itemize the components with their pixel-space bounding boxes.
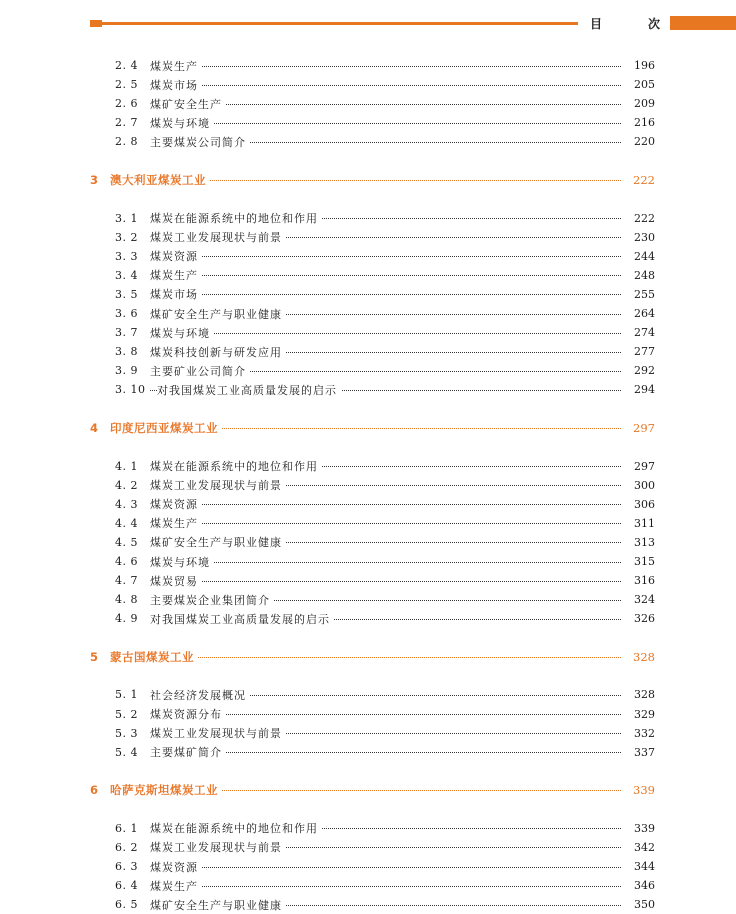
toc-entry-number: 3. 10 (115, 383, 146, 397)
header-accent-square (90, 20, 102, 27)
toc-section-entry[interactable] (0, 132, 736, 151)
toc-section-entry[interactable] (0, 323, 736, 342)
toc-entry-page: 264 (621, 307, 655, 320)
toc-entry-number: 6 (90, 783, 99, 798)
page-title-right: 次 (647, 17, 660, 31)
toc-entry-page: 350 (621, 898, 655, 911)
toc-entry-title: 煤炭与环境 (150, 325, 214, 341)
toc-entry-number: 3. 4 (115, 268, 138, 282)
toc-section-entry[interactable] (0, 876, 736, 895)
toc-entry-number: 3. 7 (115, 326, 138, 340)
toc-entry-title: 煤炭在能源系统中的地位和作用 (150, 210, 322, 226)
toc-entry-number: 4. 7 (115, 574, 138, 588)
dot-leader (150, 294, 635, 295)
toc-entry-title: 主要煤炭企业集团简介 (150, 592, 274, 608)
toc-section-entry[interactable] (0, 266, 736, 285)
dot-leader (150, 333, 635, 334)
toc-entry-title: 煤矿安全生产 (150, 96, 226, 112)
toc-entry-page: 339 (621, 783, 655, 797)
dot-leader (150, 562, 635, 563)
dot-leader (150, 275, 635, 276)
toc-entry-number: 3. 9 (115, 364, 138, 378)
toc-entry-number: 5. 4 (115, 745, 138, 759)
toc-entry-number: 3. 8 (115, 345, 138, 359)
toc-entry-page: 205 (621, 78, 655, 91)
toc-section-entry[interactable] (0, 457, 736, 476)
toc-entry-number: 3. 1 (115, 211, 138, 225)
toc-entry-title: 煤炭资源 (150, 496, 202, 512)
toc-entry-title: 煤炭工业发展现状与前景 (150, 725, 286, 741)
toc-entry-page: 294 (621, 383, 655, 396)
toc-entry-number: 3. 2 (115, 230, 138, 244)
toc-entry-title: 社会经济发展概况 (150, 687, 250, 703)
toc-entry-page: 248 (621, 269, 655, 282)
dot-leader (150, 85, 635, 86)
toc-entry-page: 313 (621, 536, 655, 549)
toc-section-entry[interactable] (0, 743, 736, 762)
toc-entry-title: 印度尼西亚煤炭工业 (110, 420, 222, 436)
toc-section-entry[interactable] (0, 590, 736, 609)
toc-entry-title: 煤炭生产 (150, 878, 202, 894)
toc-entry-title: 煤炭资源 (150, 248, 202, 264)
toc-section-entry[interactable] (0, 571, 736, 590)
toc-entry-number: 5. 2 (115, 707, 138, 721)
toc-section-entry[interactable] (0, 380, 736, 399)
toc-entry-title: 主要矿业公司简介 (150, 363, 250, 379)
toc-section-entry[interactable] (0, 895, 736, 914)
toc-entry-page: 216 (621, 116, 655, 129)
toc-entry-number: 4. 5 (115, 535, 138, 549)
toc-entry-title: 煤炭与环境 (150, 115, 214, 131)
toc-entry-page: 297 (621, 460, 655, 473)
toc-entry-title: 煤炭工业发展现状与前景 (150, 229, 286, 245)
toc-entry-number: 6. 5 (115, 898, 138, 912)
toc-section-entry[interactable] (0, 685, 736, 704)
toc-entry-number: 6. 1 (115, 821, 138, 835)
toc-entry-number: 4. 8 (115, 593, 138, 607)
toc-entry-number: 3. 6 (115, 307, 138, 320)
toc-section-entry[interactable] (0, 533, 736, 552)
toc-section-entry[interactable] (0, 819, 736, 838)
toc-entry-number: 3. 5 (115, 287, 138, 301)
toc-entry-page: 209 (621, 97, 655, 110)
toc-entry-title: 澳大利亚煤炭工业 (110, 172, 210, 188)
toc-entry-page: 339 (621, 822, 655, 835)
toc-entry-number: 4. 4 (115, 516, 138, 530)
toc-entry-number: 4. 6 (115, 555, 138, 568)
toc-entry-number: 4 (90, 421, 99, 435)
toc-section-entry[interactable] (0, 361, 736, 380)
dot-leader (150, 256, 635, 257)
toc-entry-title: 煤炭贸易 (150, 573, 202, 589)
dot-leader (150, 523, 635, 524)
toc-entry-number: 2. 8 (115, 135, 138, 149)
toc-section-entry[interactable] (0, 94, 736, 113)
dot-leader (150, 867, 635, 868)
page-title-left: 目 (590, 17, 603, 31)
toc-entry-title: 蒙古国煤炭工业 (110, 649, 198, 665)
toc-entry-page: 326 (621, 612, 655, 625)
toc-entry-number: 5. 3 (115, 726, 138, 740)
toc-entry-page: 196 (621, 59, 655, 72)
toc-entry-page: 222 (621, 173, 655, 187)
toc-entry-page: 315 (621, 555, 655, 568)
toc-entry-page: 342 (621, 841, 655, 854)
toc-entry-page: 316 (621, 574, 655, 587)
toc-section-entry[interactable] (0, 495, 736, 514)
dot-leader (150, 66, 635, 67)
toc-entry-page: 324 (621, 593, 655, 606)
toc-section-entry[interactable] (0, 705, 736, 724)
toc-chapter-entry[interactable] (0, 171, 736, 190)
toc-section-entry[interactable] (0, 285, 736, 304)
toc-section-entry[interactable] (0, 476, 736, 495)
toc-entry-page: 274 (621, 326, 655, 339)
toc-entry-number: 3 (90, 173, 99, 187)
toc-entry-page: 328 (621, 688, 655, 701)
toc-section-entry[interactable] (0, 228, 736, 247)
toc-entry-number: 2. 4 (115, 59, 138, 72)
toc-section-entry[interactable] (0, 514, 736, 533)
toc-entry-number: 6. 3 (115, 860, 138, 873)
page-title (590, 15, 660, 35)
toc-entry-page: 332 (621, 727, 655, 740)
toc-section-entry[interactable] (0, 838, 736, 857)
toc-entry-number: 2. 6 (115, 97, 138, 111)
toc-entry-title: 主要煤炭公司简介 (150, 134, 250, 150)
dot-leader (150, 886, 635, 887)
toc-entry-title: 哈萨克斯坦煤炭工业 (110, 782, 222, 798)
header-rule (102, 22, 578, 25)
toc-entry-title: 煤炭在能源系统中的地位和作用 (150, 820, 322, 836)
toc-entry-number: 4. 2 (115, 478, 138, 492)
dot-leader (150, 504, 635, 505)
toc-section-entry[interactable] (0, 75, 736, 94)
toc-entry-page: 346 (621, 879, 655, 892)
toc-entry-title: 煤炭生产 (150, 267, 202, 283)
toc-entry-number: 6. 4 (115, 879, 138, 893)
toc-entry-title: 煤炭科技创新与研发应用 (150, 344, 286, 360)
toc-entry-title: 煤炭市场 (150, 77, 202, 93)
toc-entry-number: 5. 1 (115, 688, 138, 702)
toc-chapter-entry[interactable] (0, 781, 736, 800)
toc-entry-page: 328 (621, 650, 655, 664)
toc-entry-page: 244 (621, 250, 655, 263)
toc-section-entry[interactable] (0, 113, 736, 132)
toc-entry-number: 4. 3 (115, 497, 138, 511)
toc-entry-title: 煤炭生产 (150, 515, 202, 531)
toc-entry-page: 311 (621, 517, 655, 530)
toc-section-entry[interactable] (0, 724, 736, 743)
toc-entry-page: 297 (621, 421, 655, 435)
toc-entry-number: 2. 7 (115, 116, 138, 130)
toc-section-entry[interactable] (0, 609, 736, 628)
toc-entry-title: 对我国煤炭工业高质量发展的启示 (150, 611, 334, 627)
dot-leader (150, 123, 635, 124)
toc-entry-page: 329 (621, 708, 655, 721)
toc-entry-page: 277 (621, 345, 655, 358)
toc-entry-title: 煤炭生产 (150, 58, 202, 74)
toc-entry-title: 煤炭与环境 (150, 554, 214, 570)
toc-entry-title: 对我国煤炭工业高质量发展的启示 (157, 382, 341, 398)
toc-entry-page: 222 (621, 212, 655, 225)
dot-leader (150, 581, 635, 582)
toc-section-entry[interactable] (0, 342, 736, 361)
toc-entry-number: 6. 2 (115, 840, 138, 854)
toc-entry-page: 255 (621, 288, 655, 301)
toc-chapter-entry[interactable] (0, 419, 736, 438)
toc-entry-number: 2. 5 (115, 78, 138, 92)
toc-entry-title: 煤炭在能源系统中的地位和作用 (150, 458, 322, 474)
toc-entry-title: 主要煤矿简介 (150, 744, 226, 760)
toc-entry-title: 煤炭工业发展现状与前景 (150, 839, 286, 855)
toc-section-entry[interactable] (0, 56, 736, 75)
toc-entry-title: 煤矿安全生产与职业健康 (150, 897, 286, 913)
toc-entry-title: 煤矿安全生产与职业健康 (150, 306, 286, 322)
toc-entry-number: 5 (90, 649, 99, 664)
toc-entry-page: 230 (621, 231, 655, 244)
toc-entry-number: 4. 1 (115, 459, 138, 473)
toc-section-entry[interactable] (0, 552, 736, 571)
toc-entry-title: 煤炭资源 (150, 859, 202, 875)
toc-entry-title: 煤炭资源分布 (150, 706, 226, 722)
toc-entry-page: 337 (621, 746, 655, 759)
toc-entry-page: 344 (621, 860, 655, 873)
toc-entry-number: 4. 9 (115, 612, 138, 626)
toc-entry-page: 220 (621, 135, 655, 148)
toc-entry-page: 292 (621, 364, 655, 377)
toc-section-entry[interactable] (0, 209, 736, 228)
header-accent-bar (670, 16, 736, 30)
toc-entry-page: 300 (621, 479, 655, 492)
toc-entry-title: 煤矿安全生产与职业健康 (150, 534, 286, 550)
toc-section-entry[interactable] (0, 857, 736, 876)
toc-section-entry[interactable] (0, 304, 736, 323)
toc-entry-number: 3. 3 (115, 249, 138, 263)
toc-section-entry[interactable] (0, 247, 736, 266)
toc-entry-title: 煤炭市场 (150, 286, 202, 302)
toc-entry-page: 306 (621, 498, 655, 511)
toc-entry-title: 煤炭工业发展现状与前景 (150, 477, 286, 493)
toc-chapter-entry[interactable] (0, 647, 736, 666)
